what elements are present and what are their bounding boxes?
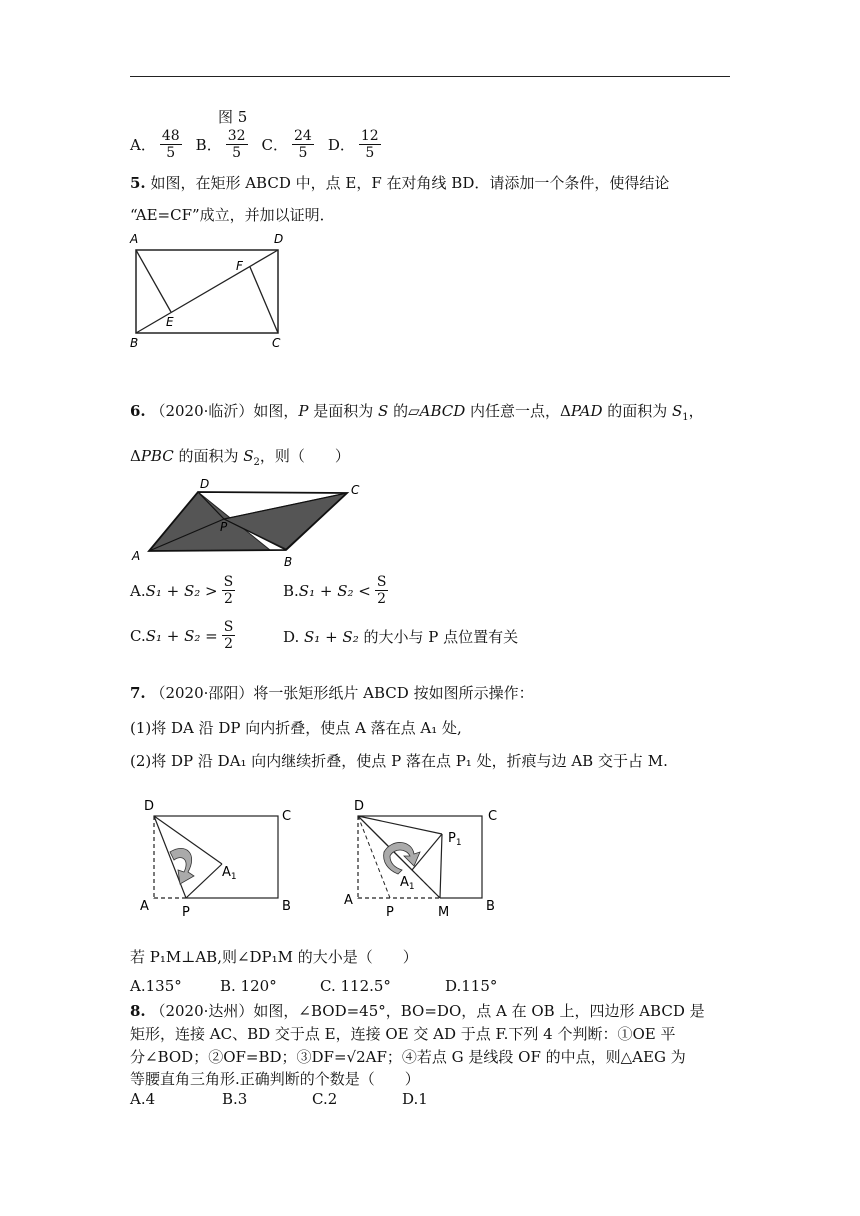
label-b: B — [486, 899, 495, 914]
q7-options — [130, 977, 497, 995]
q4-option-d[interactable]: D． $\frac{12}{5}$ — [327, 128, 379, 161]
label-c: C — [351, 483, 360, 497]
fold-arrow-icon — [384, 842, 420, 874]
label-b: B — [284, 555, 293, 569]
q8-option-c[interactable]: C.2 — [312, 1090, 338, 1108]
label-b: B — [282, 899, 291, 914]
figure-caption: 图 5 — [218, 108, 248, 126]
q8-line4: 等腰直角三角形.正确判断的个数是（ ） — [130, 1070, 420, 1088]
q7-option-c[interactable]: C. 112.5° — [320, 977, 391, 995]
q7-option-a[interactable]: A.135° — [130, 977, 182, 995]
q7-option-d[interactable]: D.115° — [445, 977, 498, 995]
label-d: D — [274, 232, 284, 246]
q7-line2: (1)将 DA 沿 DP 向内折叠，使点 A 落在点 A₁ 处, — [130, 719, 462, 737]
label-f: F — [236, 259, 243, 273]
q5-rectangle-figure — [126, 228, 291, 353]
label-p1: $P_1$ — [448, 831, 462, 848]
q5-text1: 如图，在矩形 ABCD 中，点 E，F 在对角线 BD．请添加一个条件，使得结论 — [150, 174, 670, 192]
q5-number: 5. — [130, 174, 146, 192]
q8-line2: 矩形，连接 AC、BD 交于点 E，连接 OE 交 AD 于点 F.下列 4 个判断：①OE 平 — [130, 1025, 676, 1043]
q4-option-a[interactable]: A． $\frac{48}{5}$ — [130, 128, 180, 161]
q4-option-c[interactable]: C． $\frac{24}{5}$ — [261, 128, 312, 161]
q4-options — [130, 128, 395, 161]
q5-line1 — [130, 172, 669, 193]
label-p: P — [386, 905, 394, 919]
q7-line1: 7. （2020·邵阳）将一张矩形纸片 ABCD 按如图所示操作： — [130, 684, 534, 702]
q4-option-b[interactable]: B． $\frac{32}{5}$ — [195, 128, 246, 161]
q8-option-a[interactable]: A.4 — [130, 1090, 156, 1108]
q8-option-d[interactable]: D.1 — [402, 1090, 428, 1108]
q8-option-b[interactable]: B.3 — [222, 1090, 248, 1108]
q6-parallelogram-figure — [126, 474, 376, 574]
q7-figure-2 — [340, 794, 510, 919]
q8-options — [130, 1090, 428, 1108]
q6-option-c[interactable]: C. S₁ + S₂ = $\frac{S}{2}$ — [130, 619, 234, 652]
q7-figure-1 — [136, 794, 306, 919]
q6-line2: ΔPBC 的面积为 $S_2$，则（ ） — [130, 447, 350, 468]
q7-line3: (2)将 DP 沿 DA₁ 向内继续折叠，使点 P 落在点 P₁ 处，折痕与边 AB 交于占 M. — [130, 752, 668, 770]
label-e: E — [166, 315, 174, 329]
q8-line1: 8. （2020·达州）如图，∠BOD=45°，BO=DO，点 A 在 OB 上，四边形 ABCD 是 — [130, 1002, 705, 1020]
q6-option-d[interactable]: D. S₁ + S₂ 的大小与 P 点位置有关 — [283, 628, 519, 646]
label-d: D — [144, 799, 155, 814]
segment-ae — [136, 250, 171, 312]
label-d: D — [200, 477, 210, 491]
q8-number: 8. — [130, 1002, 146, 1020]
label-b: B — [130, 336, 139, 350]
q7-question: 若 P₁M⊥AB,则∠DP₁M 的大小是（ ） — [130, 948, 418, 966]
label-c: C — [272, 336, 281, 350]
q5-line2: “AE=CF”成立，并加以证明． — [130, 206, 335, 224]
q6-option-b[interactable]: B. S₁ + S₂ < $\frac{S}{2}$ — [283, 574, 387, 607]
q8-line3: 分∠BOD；②OF=BD；③DF=√2AF；④若点 G 是线段 OF 的中点，则△AEG 为 — [130, 1048, 686, 1066]
label-p: P — [182, 905, 190, 919]
q6-line1: 6. （2020·临沂）如图，P 是面积为 S 的▱ABCD 内任意一点，ΔPAD 的面积为 $S_1$， — [130, 402, 704, 423]
q7-option-b[interactable]: B. 120° — [220, 977, 277, 995]
label-d: D — [354, 799, 365, 814]
label-p: P — [220, 520, 228, 534]
label-m: M — [438, 905, 450, 919]
label-a1: $A_1$ — [222, 865, 237, 882]
label-a: A — [344, 893, 353, 908]
q6-number: 6. — [130, 402, 146, 420]
segment-cf — [250, 267, 278, 333]
label-a: A — [130, 232, 139, 246]
label-a: A — [140, 899, 149, 914]
diagonal-bd — [136, 250, 278, 333]
q6-option-a[interactable]: A. S₁ + S₂ > $\frac{S}{2}$ — [130, 574, 234, 607]
label-a1: $A_1$ — [400, 875, 415, 892]
label-a: A — [132, 549, 141, 563]
header-rule — [130, 76, 730, 77]
q7-number: 7. — [130, 684, 146, 702]
label-c: C — [282, 809, 292, 824]
label-c: C — [488, 809, 498, 824]
